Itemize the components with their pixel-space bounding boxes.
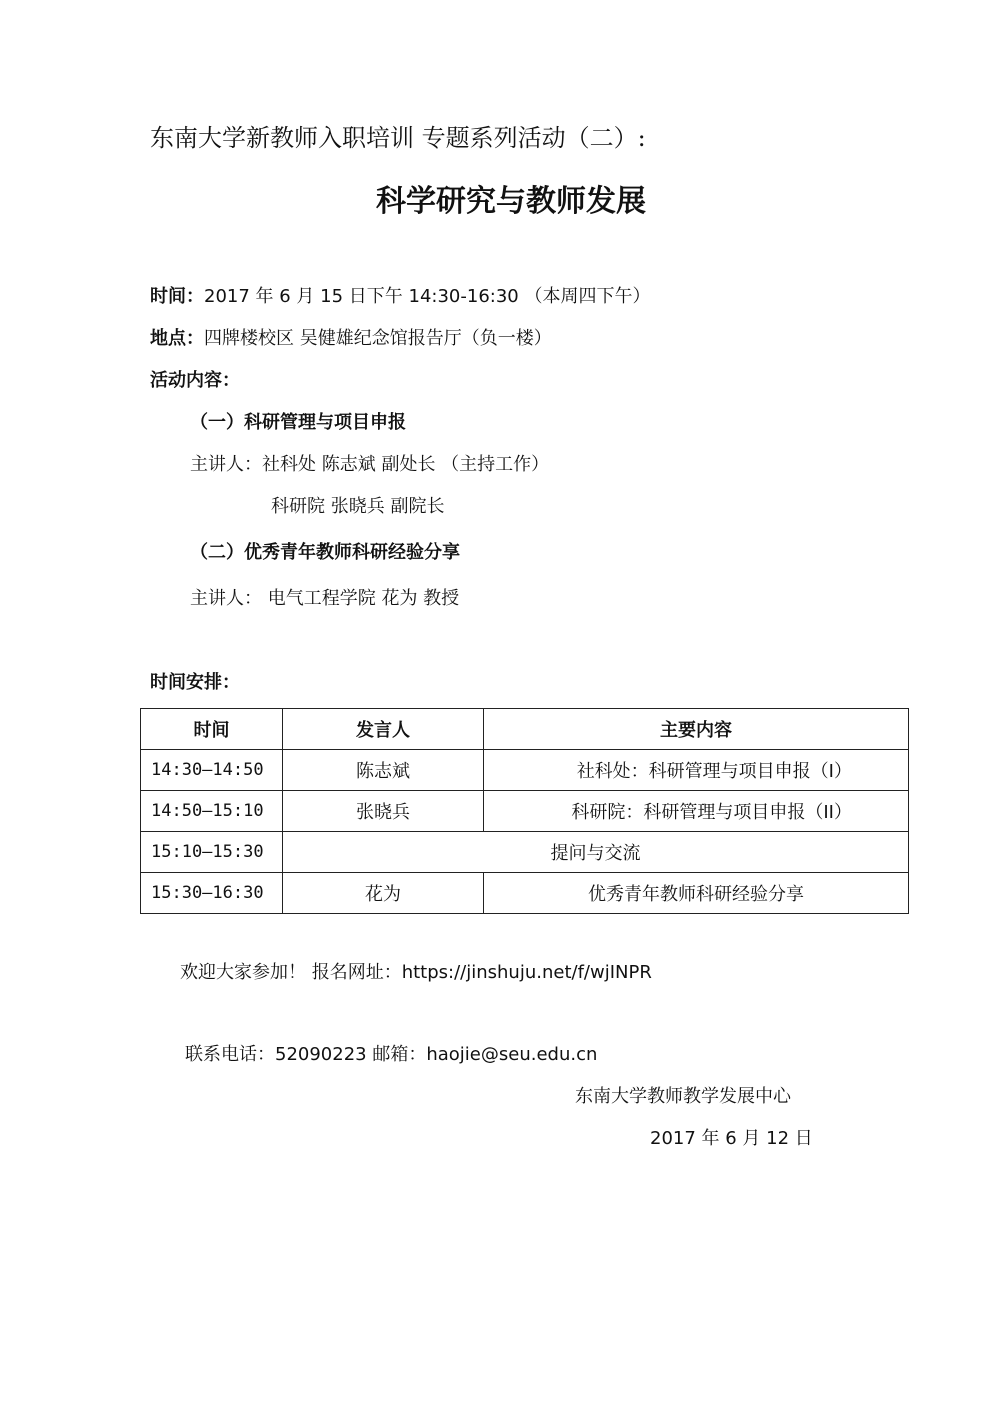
content-label: 活动内容： [150, 370, 240, 391]
organizer: 东南大学教师教学发展中心 [575, 1086, 791, 1107]
row-speaker: 花为 [283, 873, 484, 914]
page-title: 科学研究与教师发展 [376, 184, 646, 219]
contact-line: 联系电话：52090223 邮箱：haojie@seu.edu.cn [185, 1044, 598, 1065]
schedule-label: 时间安排： [150, 672, 240, 693]
row-time: 14:30—14:50 [141, 750, 283, 791]
header-time: 时间 [141, 709, 283, 750]
table-header-row [141, 709, 909, 750]
row-content: 科研院：科研管理与项目申报（II） [484, 791, 909, 832]
welcome-line: 欢迎大家参加！ 报名网址：https://jinshuju.net/f/wjINPR [180, 962, 652, 983]
table-row [141, 791, 909, 832]
series-title: 东南大学新教师入职培训 专题系列活动（二）: [150, 124, 646, 152]
section-2-speaker: 主讲人： 电气工程学院 花为 教授 [190, 588, 460, 609]
section-2-heading: （二）优秀青年教师科研经验分享 [190, 542, 460, 563]
header-content: 主要内容 [484, 709, 909, 750]
row-speaker: 陈志斌 [283, 750, 484, 791]
time-value: 2017 年 6 月 15 日下午 14:30-16:30 （本周四下午） [204, 286, 651, 307]
row-time: 15:30—16:30 [141, 873, 283, 914]
section-1-speaker-2: 科研院 张晓兵 副院长 [271, 496, 445, 517]
table-row [141, 832, 909, 873]
issue-date: 2017 年 6 月 12 日 [650, 1128, 813, 1149]
row-time: 14:50—15:10 [141, 791, 283, 832]
table-row [141, 750, 909, 791]
row-content: 社科处：科研管理与项目申报（I） [484, 750, 909, 791]
header-speaker: 发言人 [283, 709, 484, 750]
row-speaker: 张晓兵 [283, 791, 484, 832]
place-value: 四牌楼校区 吴健雄纪念馆报告厅（负一楼） [204, 328, 552, 349]
row-content: 优秀青年教师科研经验分享 [484, 873, 909, 914]
row-merged: 提问与交流 [283, 832, 909, 873]
time-label: 时间： [150, 286, 204, 307]
schedule-table [140, 708, 909, 914]
table-row [141, 873, 909, 914]
row-time: 15:10—15:30 [141, 832, 283, 873]
section-1-heading: （一）科研管理与项目申报 [190, 412, 406, 433]
place-label: 地点： [150, 328, 204, 349]
event-time [150, 282, 650, 308]
event-place [150, 324, 552, 350]
section-1-speaker: 主讲人：社科处 陈志斌 副处长 （主持工作） [190, 454, 550, 475]
